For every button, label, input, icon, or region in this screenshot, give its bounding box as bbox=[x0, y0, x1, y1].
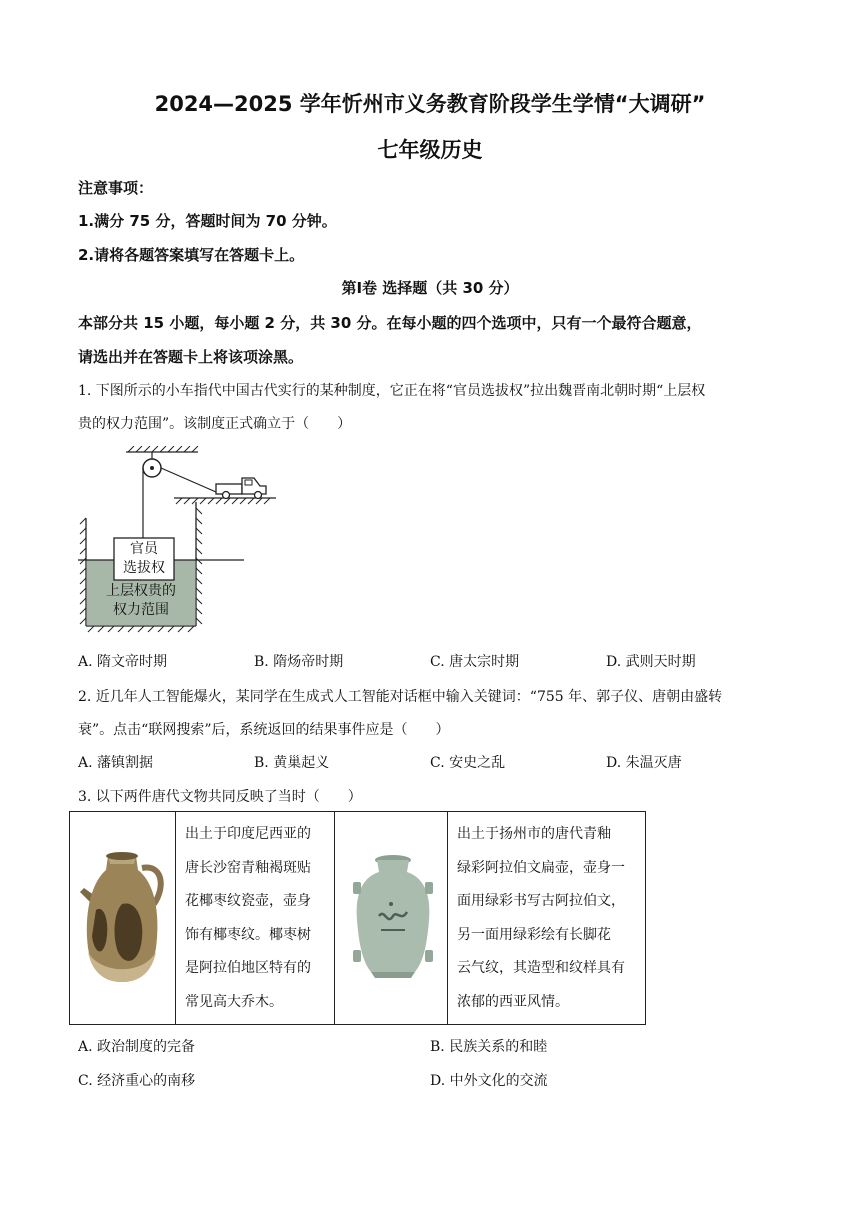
notice-item-1: 1.满分 75 分，答题时间为 70 分钟。 bbox=[78, 212, 337, 230]
artifact-table bbox=[69, 811, 646, 1025]
q2-option-b: B. 黄巢起义 bbox=[254, 755, 330, 771]
q3-stem: 3. 以下两件唐代文物共同反映了当时（ ） bbox=[78, 789, 362, 805]
artifact1-line: 出土于印度尼西亚的 bbox=[185, 826, 311, 842]
ewer-icon bbox=[70, 812, 175, 1024]
artifact2-description bbox=[448, 812, 646, 1025]
q1-option-b: B. 隋炀帝时期 bbox=[254, 654, 344, 670]
exam-subject: 七年级历史 bbox=[377, 138, 483, 162]
q2-option-d: D. 朱温灭唐 bbox=[606, 755, 682, 771]
diagram-box-label-1: 官员 bbox=[130, 541, 158, 557]
q1-option-d: D. 武则天时期 bbox=[606, 654, 696, 670]
artifact2-line: 面用绿彩书写古阿拉伯文， bbox=[457, 893, 625, 909]
artifact1-line: 花椰枣纹瓷壶，壶身 bbox=[185, 893, 311, 909]
q1-stem-line2: 贵的权力范围”。该制度正式确立于（ ） bbox=[78, 416, 352, 432]
q2-option-a: A. 藩镇割据 bbox=[78, 755, 154, 771]
artifact2-line: 绿彩阿拉伯文扁壶，壶身一 bbox=[457, 859, 625, 876]
artifact2-image-cell bbox=[335, 812, 448, 1025]
diagram-area-label bbox=[87, 582, 195, 620]
artifact1-line: 是阿拉伯地区特有的 bbox=[185, 960, 311, 976]
artifact1-image-cell bbox=[70, 812, 176, 1025]
q3-option-c: C. 经济重心的南移 bbox=[78, 1073, 196, 1089]
diagram-area-label-1: 上层权贵的 bbox=[106, 583, 176, 599]
artifact2-line: 云气纹，其造型和纹样具有 bbox=[457, 960, 625, 976]
diagram-box-label-2: 选拔权 bbox=[123, 560, 165, 576]
notice-heading: 注意事项： bbox=[78, 179, 154, 197]
artifact2-line: 出土于扬州市的唐代青釉 bbox=[457, 826, 611, 842]
section-instruction-1: 本部分共 15 小题，每小题 2 分，共 30 分。在每小题的四个选项中，只有一个最符合题意， bbox=[78, 314, 702, 332]
artifact1-line: 唐长沙窑青釉褐斑贴 bbox=[185, 859, 311, 876]
q1-option-c: C. 唐太宗时期 bbox=[430, 654, 520, 670]
q1-option-a: A. 隋文帝时期 bbox=[78, 654, 168, 670]
exam-title: 2024—2025 学年忻州市义务教育阶段学生学情“大调研” bbox=[154, 92, 706, 116]
artifact2-line: 另一面用绿彩绘有长脚花 bbox=[457, 926, 611, 943]
q2-stem-line1: 2. 近几年人工智能爆火，某同学在生成式人工智能对话框中输入关键词：“755 年、郭子仪、唐朝由盛转 bbox=[78, 689, 723, 705]
q3-option-b: B. 民族关系的和睦 bbox=[430, 1039, 548, 1055]
q2-option-c: C. 安史之乱 bbox=[430, 755, 506, 771]
diagram-area-label-2: 权力范围 bbox=[113, 602, 169, 618]
q1-stem-line1: 1. 下图所示的小车指代中国古代实行的某种制度，它正在将“官员选拔权”拉出魏晋南北朝时期“上层权 bbox=[78, 383, 706, 399]
notice-item-2: 2.请将各题答案填写在答题卡上。 bbox=[78, 246, 305, 264]
q3-option-a: A. 政治制度的完备 bbox=[78, 1039, 196, 1055]
artifact2-line: 浓郁的西亚风情。 bbox=[457, 993, 569, 1010]
q3-option-d: D. 中外文化的交流 bbox=[430, 1073, 548, 1089]
artifact1-line: 常见高大乔木。 bbox=[185, 993, 283, 1010]
artifact1-description bbox=[176, 812, 335, 1025]
section-title: 第Ⅰ卷 选择题（共 30 分） bbox=[341, 279, 519, 297]
q1-diagram bbox=[78, 446, 278, 636]
q2-stem-line2: 衰”。点击“联网搜索”后，系统返回的结果事件应是（ ） bbox=[78, 722, 450, 738]
diagram-box-label bbox=[114, 540, 174, 578]
flask-icon bbox=[335, 812, 447, 1024]
section-instruction-2: 请选出并在答题卡上将该项涂黑。 bbox=[78, 348, 304, 366]
artifact1-line: 饰有椰枣纹。椰枣树 bbox=[185, 926, 311, 943]
